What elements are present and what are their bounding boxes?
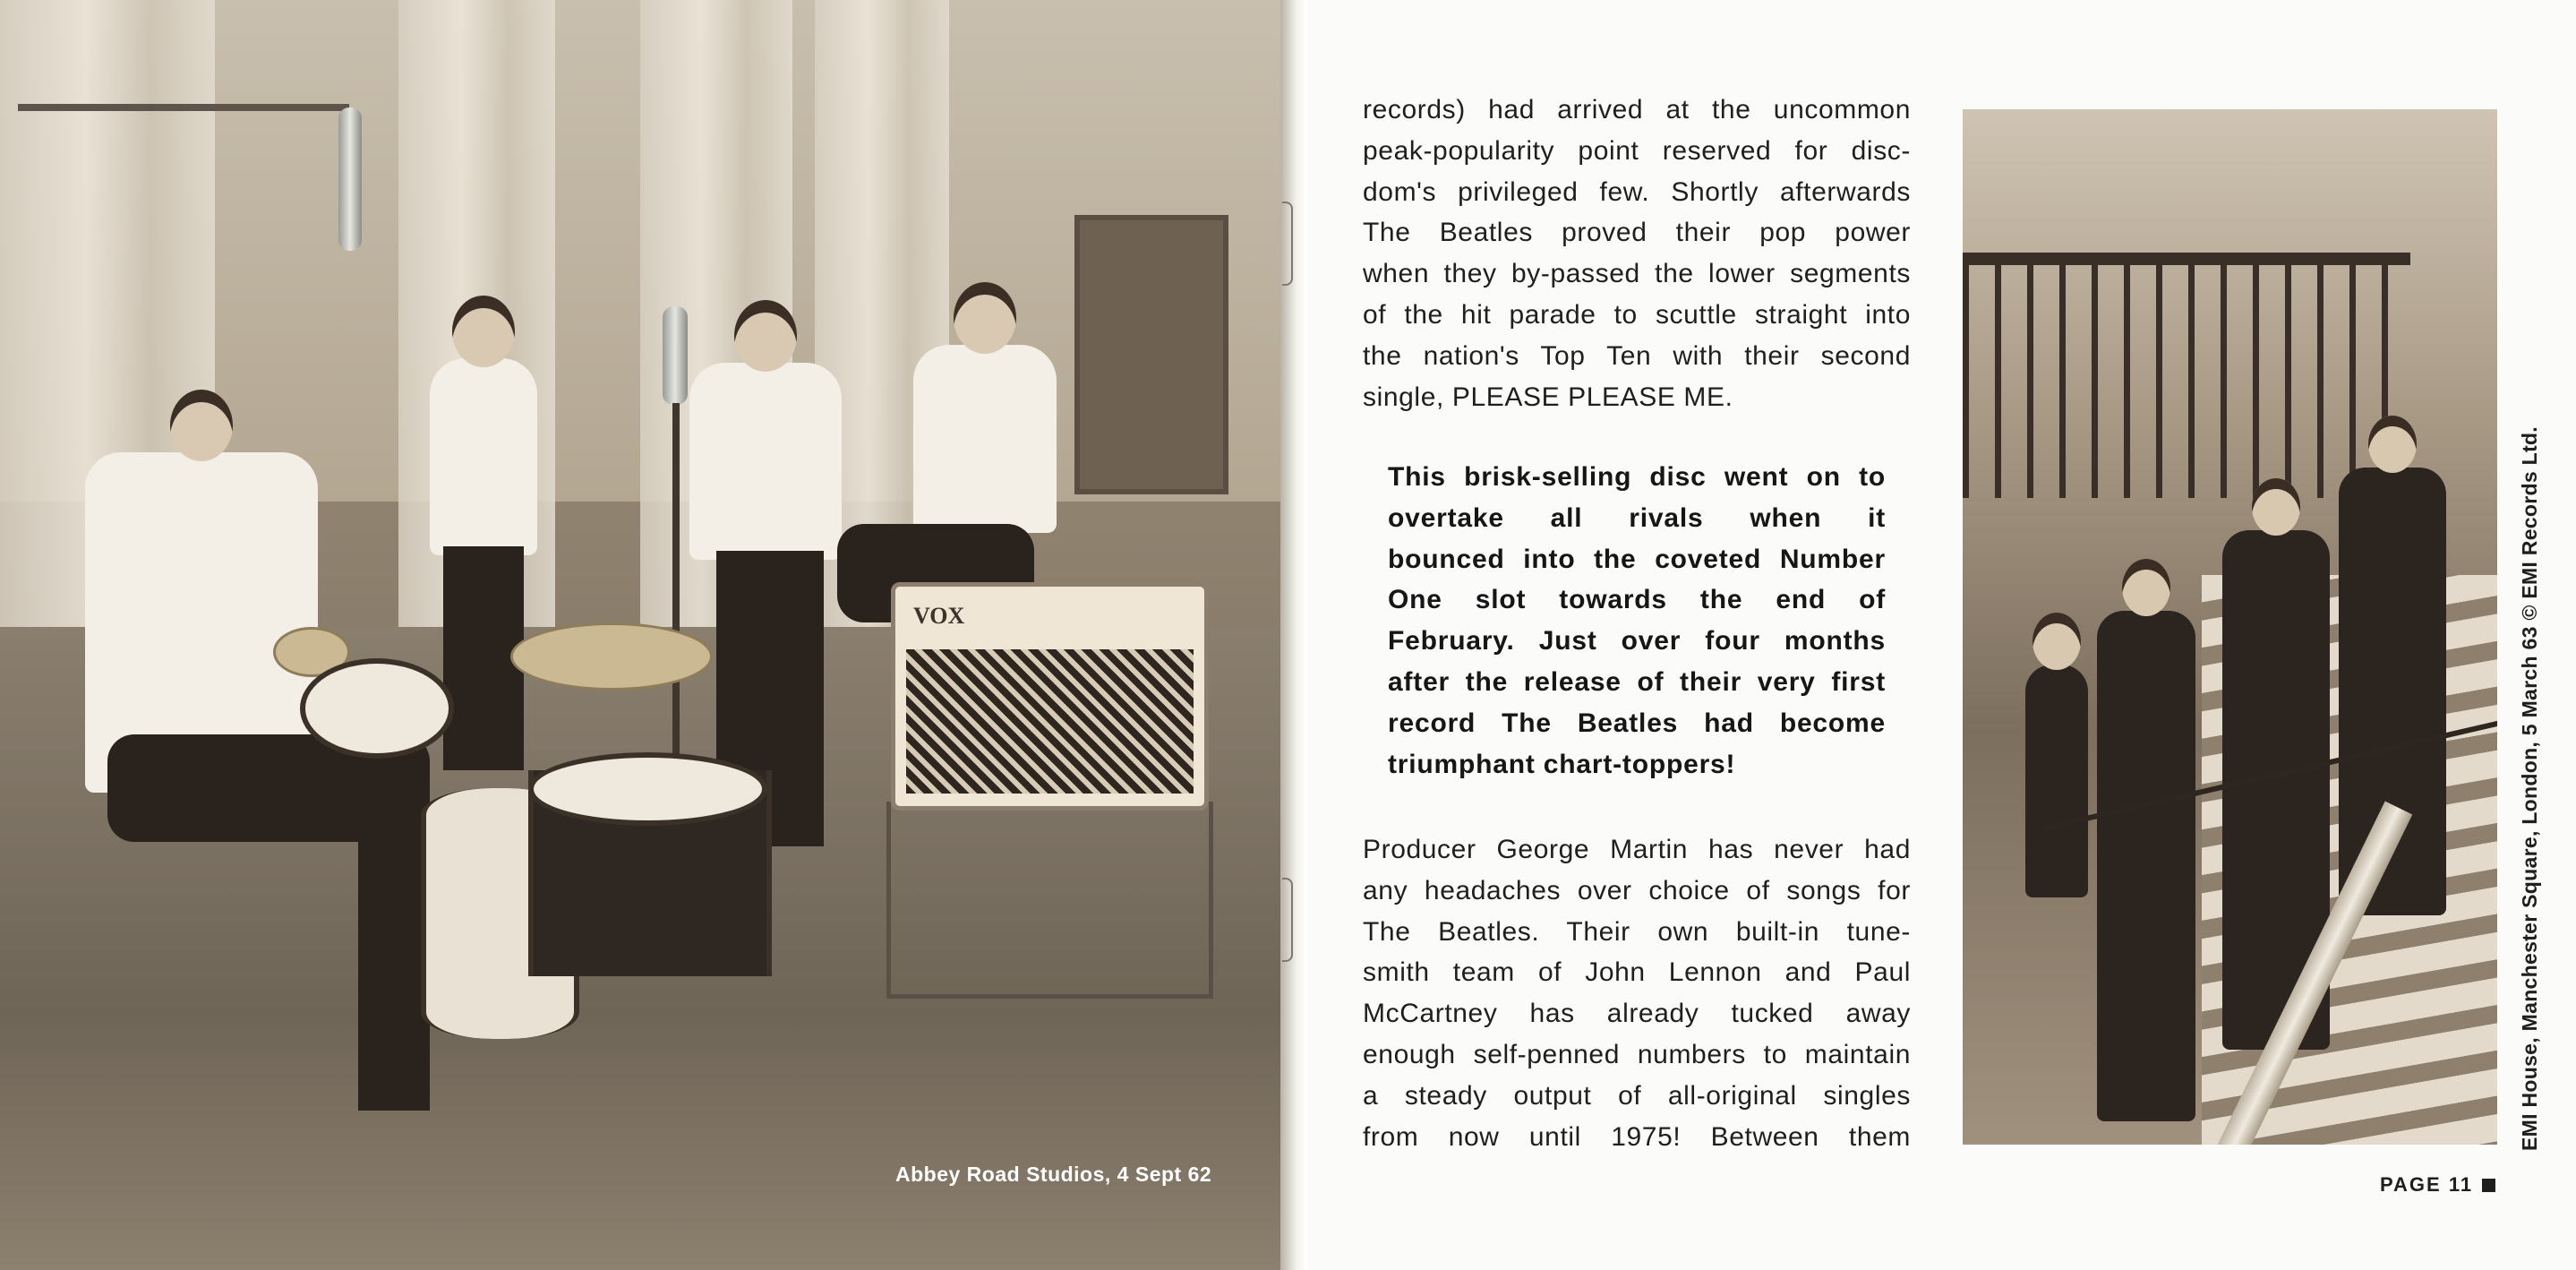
text-line: smith team of John Lennon and Paul	[1363, 957, 1911, 988]
studio-door	[1074, 215, 1228, 494]
vox-amplifier	[891, 582, 1209, 811]
text-line: of the hit parade to scuttle straight into	[1363, 299, 1911, 330]
staple	[1282, 878, 1293, 962]
text-line: any headaches over choice of songs for	[1363, 875, 1911, 905]
band-member-face	[2122, 559, 2170, 616]
guitarist-head	[452, 296, 515, 367]
text-line: bounced into the coveted Number	[1388, 544, 1886, 574]
snare-drum	[300, 658, 454, 759]
text-line: record The Beatles had become	[1388, 708, 1886, 738]
text-line: The Beatles proved their pop power	[1363, 218, 1911, 248]
band-member	[2097, 611, 2195, 1121]
text-line: a steady output of all-original singles	[1363, 1080, 1911, 1111]
paragraph-2-bold	[1388, 457, 1886, 785]
guitarist-center	[689, 363, 842, 560]
guitarist-head	[954, 282, 1016, 354]
text-line: enough self-penned numbers to maintain	[1363, 1039, 1911, 1069]
band-member-face	[2368, 416, 2417, 473]
stairwell-photo	[1963, 109, 2497, 1145]
text-line: McCartney has already tucked away	[1363, 999, 1911, 1029]
vocal-microphone	[663, 306, 688, 405]
text-line: triumphant chart-toppers!	[1388, 749, 1736, 779]
text-line: This brisk-selling disc went on to	[1388, 462, 1886, 492]
text-line: overtake all rivals when it	[1388, 502, 1886, 533]
square-marker-icon	[2482, 1179, 2495, 1192]
staple	[1282, 202, 1293, 286]
photo-caption: Abbey Road Studios, 4 Sept 62	[895, 1163, 1212, 1186]
text-line: the nation's Top Ten with their second	[1363, 340, 1911, 371]
guitarist-right	[913, 345, 1057, 533]
floor-tom-head	[528, 752, 767, 826]
photo-credit: EMI House, Manchester Square, London, 5 March 63 © EMI Records Ltd.	[2518, 426, 2541, 1151]
overhead-microphone	[338, 107, 362, 251]
text-line: One slot towards the end of	[1388, 585, 1886, 615]
text-line: records) had arrived at the uncommon	[1363, 95, 1911, 124]
book-gutter	[1280, 0, 1307, 1270]
band-member-face	[2033, 613, 2081, 670]
mic-boom-arm	[18, 104, 349, 111]
drummer-head	[170, 390, 233, 461]
amp-stand	[886, 802, 1213, 999]
text-line: peak-popularity point reserved for disc-	[1363, 135, 1911, 166]
band-member	[2025, 665, 2088, 897]
text-line: The Beatles. Their own built-in tune-	[1363, 916, 1911, 947]
page-number-label: PAGE 11	[2380, 1173, 2474, 1196]
balcony-railing	[1963, 253, 2410, 498]
text-line: Producer George Martin has never had	[1363, 835, 1911, 864]
amp-logo: VOX	[913, 603, 965, 629]
text-line: dom's privileged few. Shortly afterwards	[1363, 176, 1911, 207]
drummer-leg	[358, 806, 430, 1111]
band-member-face	[2252, 478, 2300, 536]
ride-cymbal	[510, 622, 713, 691]
text-line: after the release of their very first	[1388, 666, 1886, 697]
guitarist-head	[734, 300, 797, 372]
text-line: single, PLEASE PLEASE ME.	[1363, 382, 1733, 412]
guitarist-left	[430, 358, 537, 555]
text-line: from now until 1975! Between them	[1363, 1121, 1911, 1152]
studio-photo	[0, 0, 1287, 1270]
amp-grille	[906, 649, 1194, 794]
paragraph-3	[1363, 829, 1911, 1157]
text-line: February. Just over four months	[1388, 626, 1886, 656]
paragraph-1	[1363, 90, 1911, 417]
page-number	[2380, 1173, 2495, 1197]
text-line: when they by-passed the lower segments	[1363, 259, 1911, 289]
